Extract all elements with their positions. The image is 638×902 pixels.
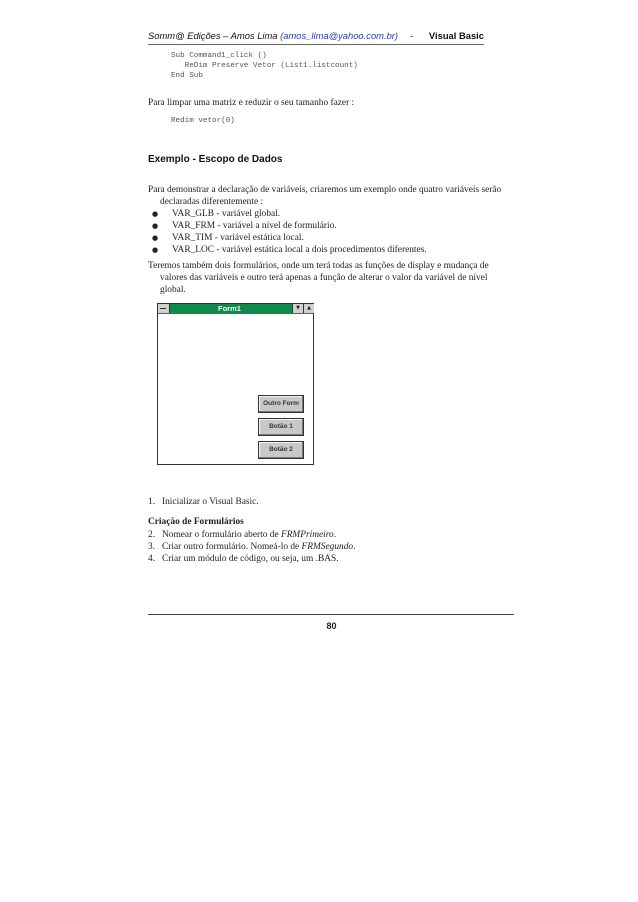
list-item: ● VAR_TIM - variável estática local. <box>152 233 304 243</box>
code-block-redim-preserve <box>171 52 358 81</box>
variable-list <box>148 208 427 256</box>
list-item: ● VAR_FRM - variável a nível de formulário. <box>152 221 337 231</box>
header-subject: Visual Basic <box>428 30 484 41</box>
botao-1-button[interactable]: Botão 1 <box>258 418 304 436</box>
paragraph-intro <box>148 184 508 208</box>
paragraph-line: global. <box>160 285 186 295</box>
minimize-icon[interactable]: ▼ <box>292 304 303 313</box>
code-block-redim-vetor <box>171 117 235 127</box>
header-email: (amos_lima@yahoo.com.br) <box>280 30 399 41</box>
page-header <box>148 30 484 44</box>
maximize-icon[interactable]: ▲ <box>303 304 314 313</box>
list-item: ● VAR_LOC - variável estática local a dois procedimentos diferentes. <box>152 245 427 255</box>
footer-divider <box>148 614 514 615</box>
list-item: 2. Nomear o formulário aberto de FRMPrimeiro. <box>148 530 337 540</box>
code-line: End Sub <box>171 71 203 80</box>
paragraph-line: Para demonstrar a declaração de variáveis, criaremos um exemplo onde quatro variáveis serão <box>148 185 502 195</box>
botao-2-button[interactable]: Botão 2 <box>258 441 304 459</box>
bullet-icon: ● <box>152 246 159 254</box>
header-separator: - <box>410 30 414 41</box>
step-1 <box>148 496 259 508</box>
paragraph-line: valores das variáveis e outro terá apenas a função de alterar o valor da variável de nível <box>160 273 488 283</box>
header-divider <box>148 44 484 45</box>
subsection-title: Criação de Formulários <box>148 517 244 527</box>
paragraph-clear-array: Para limpar uma matriz e reduzir o seu tamanho fazer : <box>148 98 355 108</box>
form1-title: Form1 <box>218 304 241 313</box>
list-item: ● VAR_GLB - variável global. <box>152 209 281 219</box>
list-item: 3. Criar outro formulário. Nomeá-lo de FRMSegundo. <box>148 542 356 552</box>
step-number: 1. <box>148 497 156 507</box>
form1-window <box>157 303 314 465</box>
paragraph-line: Teremos também dois formulários, onde um terá todas as funções de display e mudança de <box>148 261 489 271</box>
step-number: 2. <box>148 530 156 540</box>
step-number: 3. <box>148 542 156 552</box>
code-line: Sub Command1_click () <box>171 52 267 60</box>
code-line: ReDim Preserve Vetor (List1.listcount) <box>171 61 358 70</box>
bullet-icon: ● <box>152 222 159 230</box>
bullet-icon: ● <box>152 234 159 242</box>
bullet-icon: ● <box>152 210 159 218</box>
code-line: Redim vetor(0) <box>171 117 235 125</box>
system-menu-icon[interactable] <box>158 304 170 313</box>
header-publisher: Somm@ Edições – Amos Lima <box>148 30 278 41</box>
step-text: Inicializar o Visual Basic. <box>162 497 259 507</box>
outro-form-button[interactable]: Outro Form <box>258 395 304 413</box>
form1-title-bar[interactable] <box>158 304 313 314</box>
section-title: Exemplo - Escopo de Dados <box>148 154 283 165</box>
paragraph-line: declaradas diferentemente : <box>160 197 264 207</box>
list-item: 4. Criar um módulo de código, ou seja, um .BAS. <box>148 554 339 564</box>
paragraph-two-forms <box>148 260 508 296</box>
steps-list <box>148 529 355 565</box>
page-number: 80 <box>326 621 337 631</box>
step-number: 4. <box>148 554 156 564</box>
